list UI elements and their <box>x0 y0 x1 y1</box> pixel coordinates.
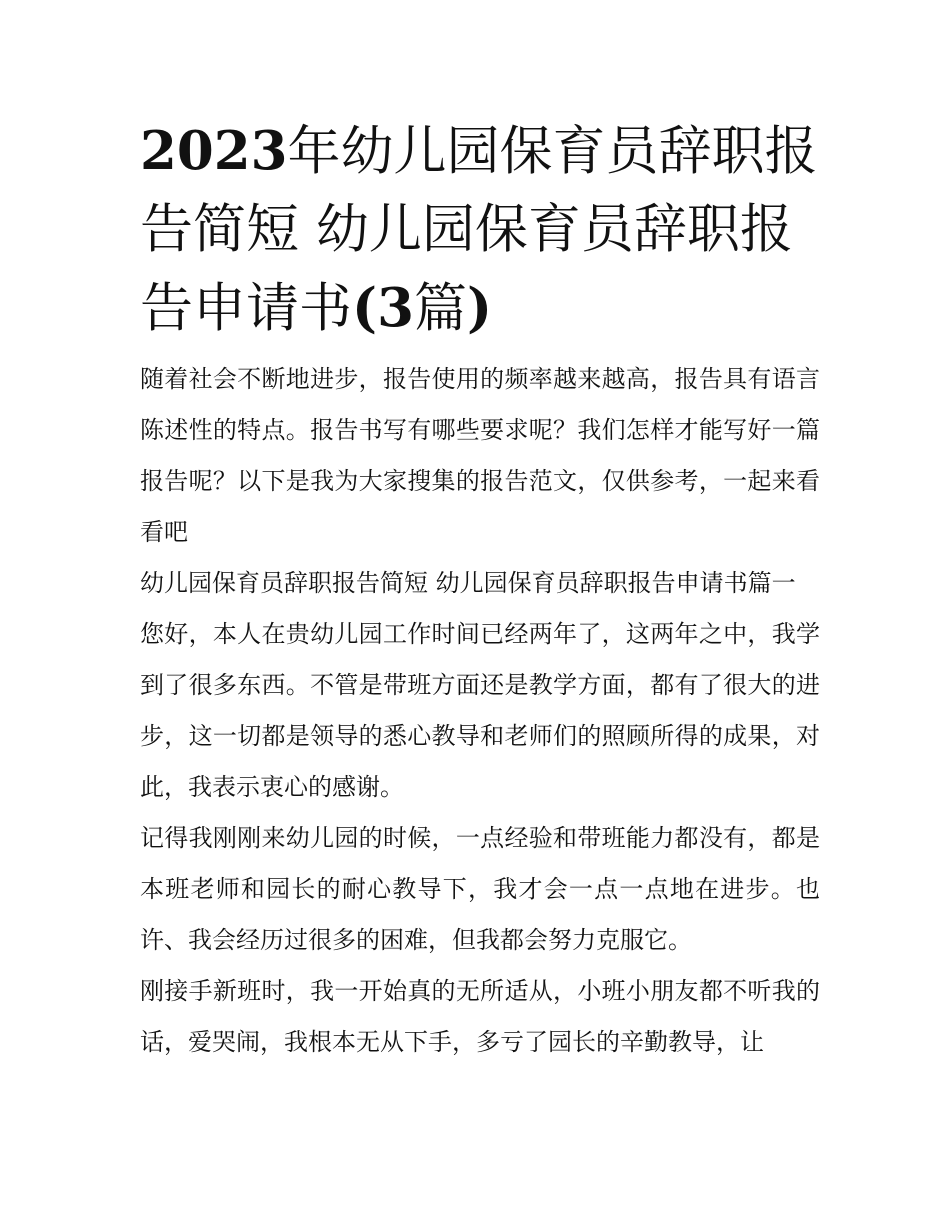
body-paragraph: 记得我刚刚来幼儿园的时候，一点经验和带班能力都没有，都是本班老师和园长的耐心教导下，我才会一点一点地在进步。也许、我会经历过很多的困难，但我都会努力克服它。 <box>140 824 820 954</box>
section-heading: 幼儿园保育员辞职报告简短 幼儿园保育员辞职报告申请书篇一 <box>140 569 796 597</box>
document-body <box>140 354 820 1068</box>
intro-paragraph: 随着社会不断地进步，报告使用的频率越来越高，报告具有语言陈述性的特点。报告书写有哪些要求呢？我们怎样才能写好一篇报告呢？以下是我为大家搜集的报告范文，仅供参考，一起来看看吧 <box>140 365 820 546</box>
body-paragraph: 刚接手新班时，我一开始真的无所适从，小班小朋友都不听我的话，爱哭闹，我根本无从下手，多亏了园长的辛勤教导，让 <box>140 977 820 1056</box>
document-title: 2023年幼儿园保育员辞职报告简短 幼儿园保育员辞职报告申请书(3篇) <box>140 120 818 339</box>
body-paragraph: 您好，本人在贵幼儿园工作时间已经两年了，这两年之中，我学到了很多东西。不管是带班方面还是教学方面，都有了很大的进步，这一切都是领导的悉心教导和老师们的照顾所得的成果，对此，我表示衷心的感谢。 <box>140 620 820 801</box>
